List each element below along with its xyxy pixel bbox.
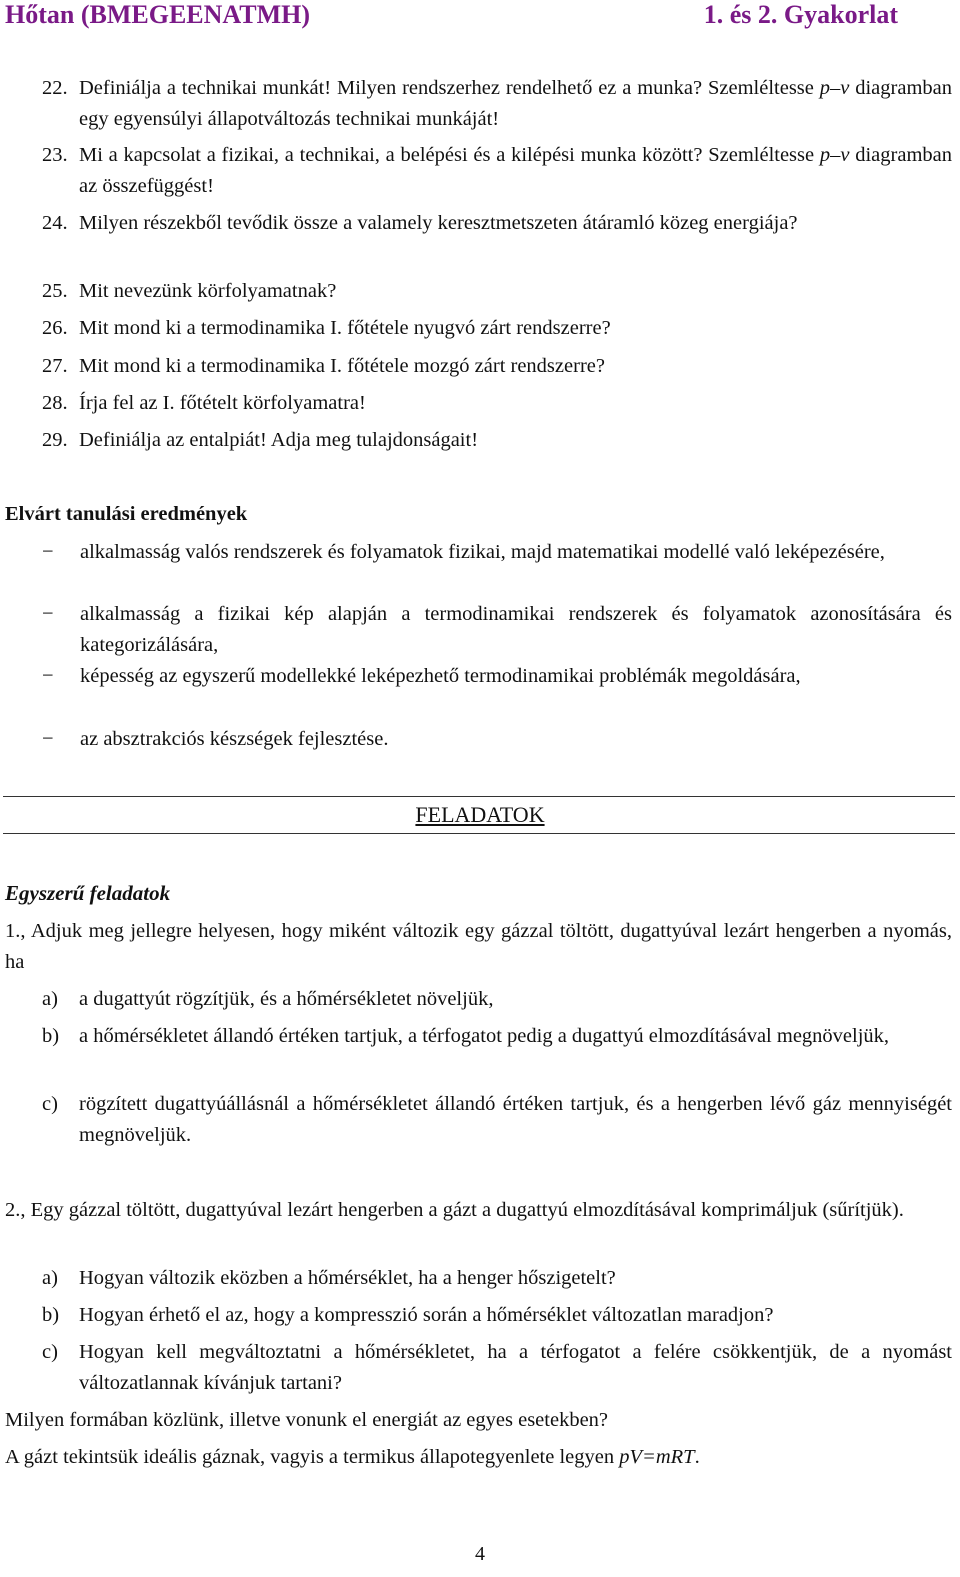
question-27: 27. Mit mond ki a termodinamika I. főtétele mozgó zárt rendszerre? xyxy=(42,355,605,377)
session-title: 1. és 2. Gyakorlat xyxy=(703,0,898,29)
question-29: 29. Definiálja az entalpiát! Adja meg tulajdonságait! xyxy=(42,429,479,451)
question-26: 26. Mit mond ki a termodinamika I. főtétele nyugvó zárt rendszerre? xyxy=(42,317,611,339)
task-1-item-b: b) a hőmérsékletet állandó értéken tartjuk, a térfogatot pedig a dugattyú elmozdításával megnöveljük, xyxy=(42,1025,890,1047)
task-2-intro: 2., Egy gázzal töltött, dugattyúval lezárt hengerben a gázt a dugattyú elmozdításával komprimáljuk (sűrítjük). xyxy=(5,1199,904,1221)
section-title: FELADATOK xyxy=(415,802,545,827)
task-1-item-a: a) a dugattyút rögzítjük, és a hőmérsékletet növeljük, xyxy=(42,988,494,1010)
outcome-item: − az absztrakciós készségek fejlesztése. xyxy=(42,728,389,750)
divider-bottom xyxy=(3,833,955,834)
simple-tasks-heading: Egyszerű feladatok xyxy=(5,881,171,905)
question-25: 25. Mit nevezünk körfolyamatnak? xyxy=(42,280,337,302)
course-title: Hőtan (BMEGEENATMH) xyxy=(5,0,311,29)
question-28: 28. Írja fel az I. főtételt körfolyamatra! xyxy=(42,392,366,414)
outcome-item: − képesség az egyszerű modellekké leképezhető termodinamikai problémák megoldására, xyxy=(42,665,801,687)
task-2-question: Milyen formában közlünk, illetve vonunk el energiát az egyes esetekben? xyxy=(5,1409,609,1431)
task-2-item-c: c) Hogyan kell megváltoztatni a hőmérsékletet, ha a térfogatot a felére csökkentjük, de a nyomást változatlannak kívánjuk tartani? xyxy=(42,1341,952,1394)
task-2-assumption: A gázt tekintsük ideális gáznak, vagyis a termikus állapotegyenlete legyen pV=mRT. xyxy=(5,1446,700,1468)
page-header xyxy=(5,0,898,32)
question-24: 24. Milyen részekből tevődik össze a valamely keresztmetszeten átáramló közeg energiája? xyxy=(42,212,798,234)
task-1-item-c: c) rögzített dugattyúállásnál a hőmérsékletet állandó értéken tartjuk, és a hengerben lévő gáz mennyiségét megnöveljük. xyxy=(42,1093,952,1146)
question-23: 23. Mi a kapcsolat a fizikai, a technikai, a belépési és a kilépési munka között? Szemléltesse p–v diagramban az összefüggést! xyxy=(42,144,952,197)
task-2-item-b: b) Hogyan érhető el az, hogy a kompresszió során a hőmérséklet változatlan maradjon? xyxy=(42,1304,774,1326)
outcome-item: − alkalmasság valós rendszerek és folyamatok fizikai, majd matematikai modellé való leképezésére, xyxy=(42,541,885,563)
outcomes-heading: Elvárt tanulási eredmények xyxy=(5,503,248,525)
question-22: 22. Definiálja a technikai munkát! Milyen rendszerhez rendelhető ez a munka? Szemléltesse p–v diagramban egy egyensúlyi állapotváltozás technikai munkáját! xyxy=(42,77,952,130)
outcome-item: − alkalmasság a fizikai kép alapján a termodinamikai rendszerek és folyamatok azonosítására és kategorizálására, xyxy=(42,603,952,656)
task-2-item-a: a) Hogyan változik eközben a hőmérséklet, ha a henger hőszigetelt? xyxy=(42,1267,616,1289)
divider-top xyxy=(3,796,955,797)
page-number: 4 xyxy=(475,1543,485,1565)
task-1-intro: 1., Adjuk meg jellegre helyesen, hogy miként változik egy gázzal töltött, dugattyúval lezárt hengerben a nyomás, ha xyxy=(5,920,952,973)
